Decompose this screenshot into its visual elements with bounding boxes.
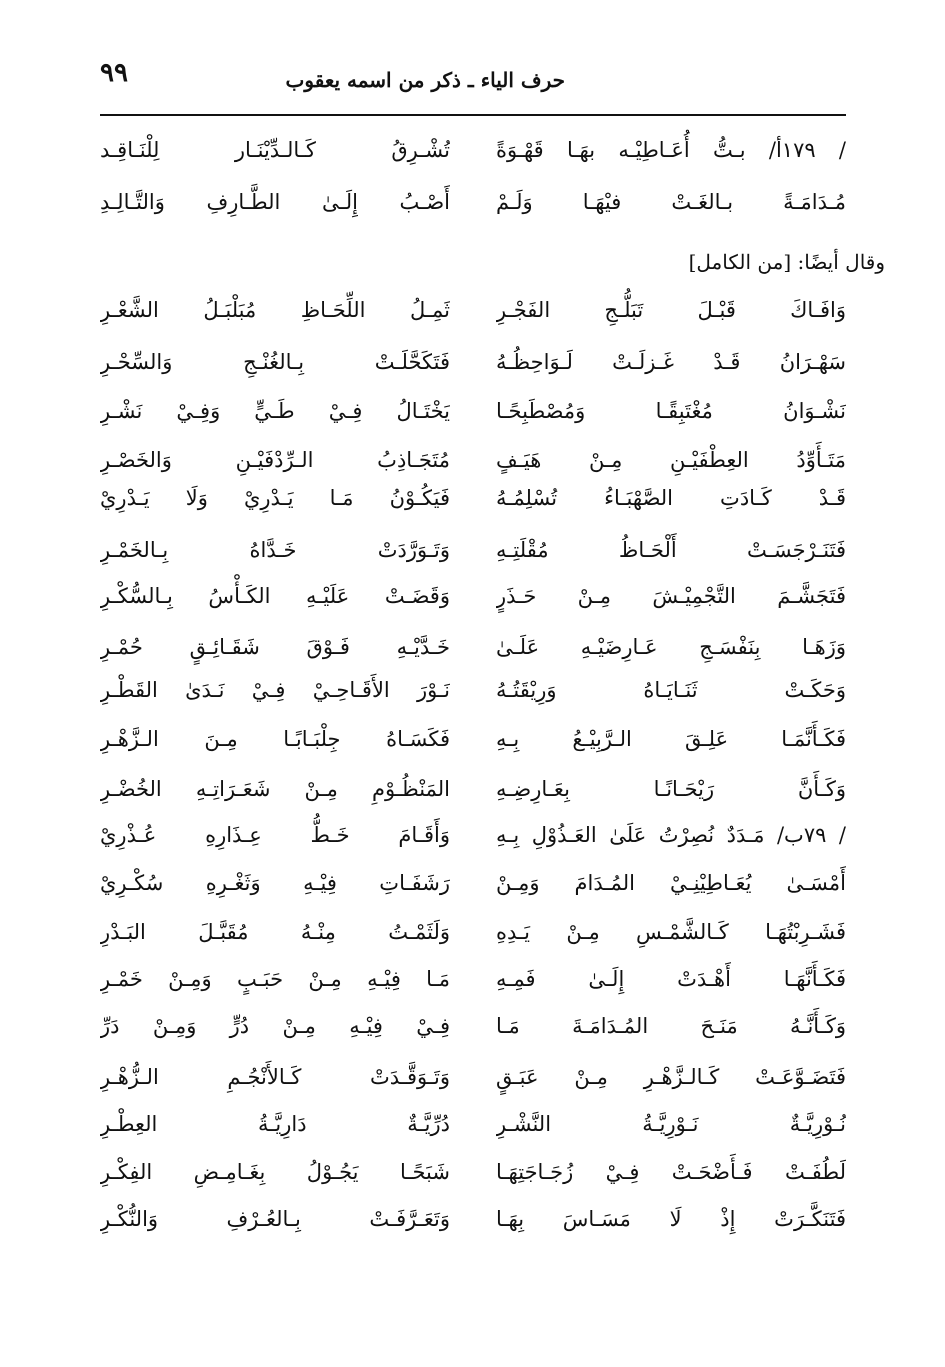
hemistich-first: فَتَجَشَّـمَ التَّجْمِيْـشَ مِـنْ حَـذَرٍ xyxy=(496,584,846,608)
verse xyxy=(100,124,846,176)
hemistich-second: وَتَـوَقَّـدَتْ كَـالأَنْجُـمِ الـزُّهْـرِ xyxy=(100,1065,450,1089)
hemistich-second: المَنْظُـوْمِ مِـنْ شَعَـرَاتِـهِ الخُضْـرِ xyxy=(100,777,450,801)
verse xyxy=(100,857,846,909)
hemistich-second: تُشْـرِقُ كَـالـدِّيْنَـار لِلْنَـاقِـد xyxy=(100,138,450,162)
hemistich-first: وَافَـاكَ قَبْـلَ تَبَلُّـجِ الفَجْـرِ xyxy=(496,298,846,322)
hemistich-second: مُتَجَـاذِبُ الـرِّدْفَيْـنِ وَالخَصْـرِ xyxy=(100,448,450,472)
hemistich-first: سَهْـرَانُ قَـدْ غَـزلَـتْ لَـوَاحِظُـهُ xyxy=(496,350,846,374)
hemistich-second: نَـوْرَ الأَقَـاحِـيْ فِـيْ نَـدَىٰ القَطْـرِ xyxy=(100,678,450,702)
verse xyxy=(100,176,846,228)
hemistich-second: وَقَضَـتْ عَلَيْـهِ الكَـأْسُ بِـالسُّكْـرِ xyxy=(100,584,450,608)
verse xyxy=(100,570,846,622)
verse xyxy=(100,713,846,765)
hemistich-second: فَكَسَـاهُ جِلْبَـابًـا مِـنَ الـزَّهْـرِ xyxy=(100,727,450,751)
hemistich-second: أَصْـبُ إِلَـىٰ الطَّـارِفِ وَالتَّـالِـدِ xyxy=(100,190,450,214)
hemistich-first: مَتَـأَوِّدُ العِطْفَيْـنِ مِـنْ هَيَـفٍ xyxy=(496,448,846,472)
hemistich-second: دُرِّيَّـةٌ دَارِيَّـةُ العِطْـرِ xyxy=(100,1112,450,1136)
verse xyxy=(100,953,846,1005)
hemistich-second: وَتَعَـرَّفَـتْ بِـالعُـرْفِ وَالنُّكْـرِ xyxy=(100,1207,450,1231)
verse xyxy=(100,284,846,336)
hemistich-second: وَلَثَمْـتُ مِنْـهُ مُقَبَّـلَ البَـدْرِ xyxy=(100,920,450,944)
hemistich-first: فَكَـأَنَّهَـا أَهْـدَتْ إِلَـىٰ فَمِـهِ xyxy=(496,967,846,991)
header-rule xyxy=(100,114,846,116)
verse xyxy=(100,1193,846,1245)
verse xyxy=(100,664,846,716)
hemistich-first: / ١٧٩أ/ بـتُّ أُعَـاطِيْـه بهَـا قَهْـوَةً xyxy=(496,138,846,162)
page-number: ٩٩ xyxy=(100,58,128,88)
verse xyxy=(100,763,846,815)
verse xyxy=(100,385,846,437)
verse xyxy=(100,1051,846,1103)
hemistich-first: / ٧٩ب/ مَـدَدٌ نُصِرْتُ عَلَىٰ العَـذُوْلِ بِـهِ xyxy=(496,823,846,847)
hemistich-first: نُـوْرِيَّـةٌ نَـوْرِيَّـةُ النَّشْـرِ xyxy=(496,1112,846,1136)
hemistich-first: وَكَـأَنَّ رَيْحَـانًـا بِعَـارِضِـهِ xyxy=(496,777,846,801)
hemistich-first: قَـدْ كَـادَتِ الصَّهْبَـاءُ تُسْلِمُـهُ xyxy=(496,486,846,510)
hemistich-first: أَمْسَـىٰ يُعَـاطِيْنِـيْ المُـدَامَ وَمِـنْ xyxy=(496,871,846,895)
hemistich-second: وَأَقَـامَ خَـطُّ عِـذَارِهِ عُـذْرِيْ xyxy=(100,823,450,847)
hemistich-second: وَتَـوَرَّدَتْ خَـدَّاهُ بِـالخَمْـرِ xyxy=(100,538,450,562)
hemistich-first: وَحَكَـتْ ثَنَـايَـاهُ وَرِيْقَتُـهُ xyxy=(496,678,846,702)
hemistich-first: فَكَـأَنَّمَـا عَلِـقَ الـرَّبِيْـعُ بِـهِ xyxy=(496,727,846,751)
hemistich-first: وَزَهَـا بِنَفْسَـجِ عَـارِضَيْـهِ عَلَـىٰ xyxy=(496,635,846,659)
hemistich-first: مُـدَامَـةً بـالغَـتْ فيْهَـا وَلَـمْ xyxy=(496,190,846,214)
hemistich-second: فَيَكُـوْنُ مَـا يَـدْرِيْ وَلَا يَـدْرِيْ xyxy=(100,486,450,510)
verse xyxy=(100,336,846,388)
verse xyxy=(100,1146,846,1198)
hemistich-second: فَتَكَحَّلَـتْ بِـالغُنْـجِ وَالسِّحْـرِ xyxy=(100,350,450,374)
hemistich-second: شَبَحًـا يَجُـوْلُ بِغَـامِـضِ الفِكْـرِ xyxy=(100,1160,450,1184)
hemistich-first: فَشَـرِبْتُهَـا كَـالشَّمْـسِ مِـنْ يَـدِهِ xyxy=(496,920,846,944)
verse xyxy=(100,472,846,524)
verse xyxy=(100,524,846,576)
hemistich-first: نَشْـوَانُ مُغْتَبِقًـا وَمُصْطَبِحًـا xyxy=(496,399,846,423)
verse xyxy=(100,906,846,958)
hemistich-first: فَتَنَـرْجَسَـتْ أَلْحَـاظُ مُقْلَتِـهِ xyxy=(496,538,846,562)
verse xyxy=(100,1098,846,1150)
poem-intro: وقال أيضًا: [من الكامل] xyxy=(688,250,885,274)
hemistich-second: ثَمِـلُ اللِّحَـاظِ مُبَلْبَـلُ الشَّعْـرِ xyxy=(100,298,450,322)
verse xyxy=(100,1000,846,1052)
hemistich-second: رَشَفَـاتِ فِيْـهِ وَثَغْـرِهِ سُكْـرِيْ xyxy=(100,871,450,895)
verse xyxy=(100,809,846,861)
hemistich-second: يَخْتَـالُ فِـيْ طَـيٍّ وَفِـيْ نَشْـرِ xyxy=(100,399,450,423)
hemistich-first: فَتَضَـوَّعَـتْ كَـالـزَّهْـرِ مِـنْ عَبَـقٍ xyxy=(496,1065,846,1089)
hemistich-second: مَـا فِيْـهِ مِـنْ حَبَـبٍ وَمِـنْ خَمْـرِ xyxy=(100,967,450,991)
hemistich-second: فِـيْ فِيْـهِ مِـنْ دُرٍّ وَمِـنْ دَرِّ xyxy=(100,1014,450,1038)
hemistich-first: فَتَنَكَّـرَتْ إِذْ لَا مَسَـاسَ بِهَـا xyxy=(496,1207,846,1231)
hemistich-first: لَطُفَـتْ فَـأَضْحَـتْ فِـيْ زُجَـاجَتِهَـا xyxy=(496,1160,846,1184)
running-header: حرف الياء ـ ذكر من اسمه يعقوب xyxy=(285,68,565,92)
hemistich-second: خَـدَّيْـهِ فَـوْقَ شَقَـائِـقٍ حُمْـرِ xyxy=(100,635,450,659)
hemistich-first: وَكَـأَنَّـهُ مَنَـحَ المُـدَامَـةَ مَـا xyxy=(496,1014,846,1038)
